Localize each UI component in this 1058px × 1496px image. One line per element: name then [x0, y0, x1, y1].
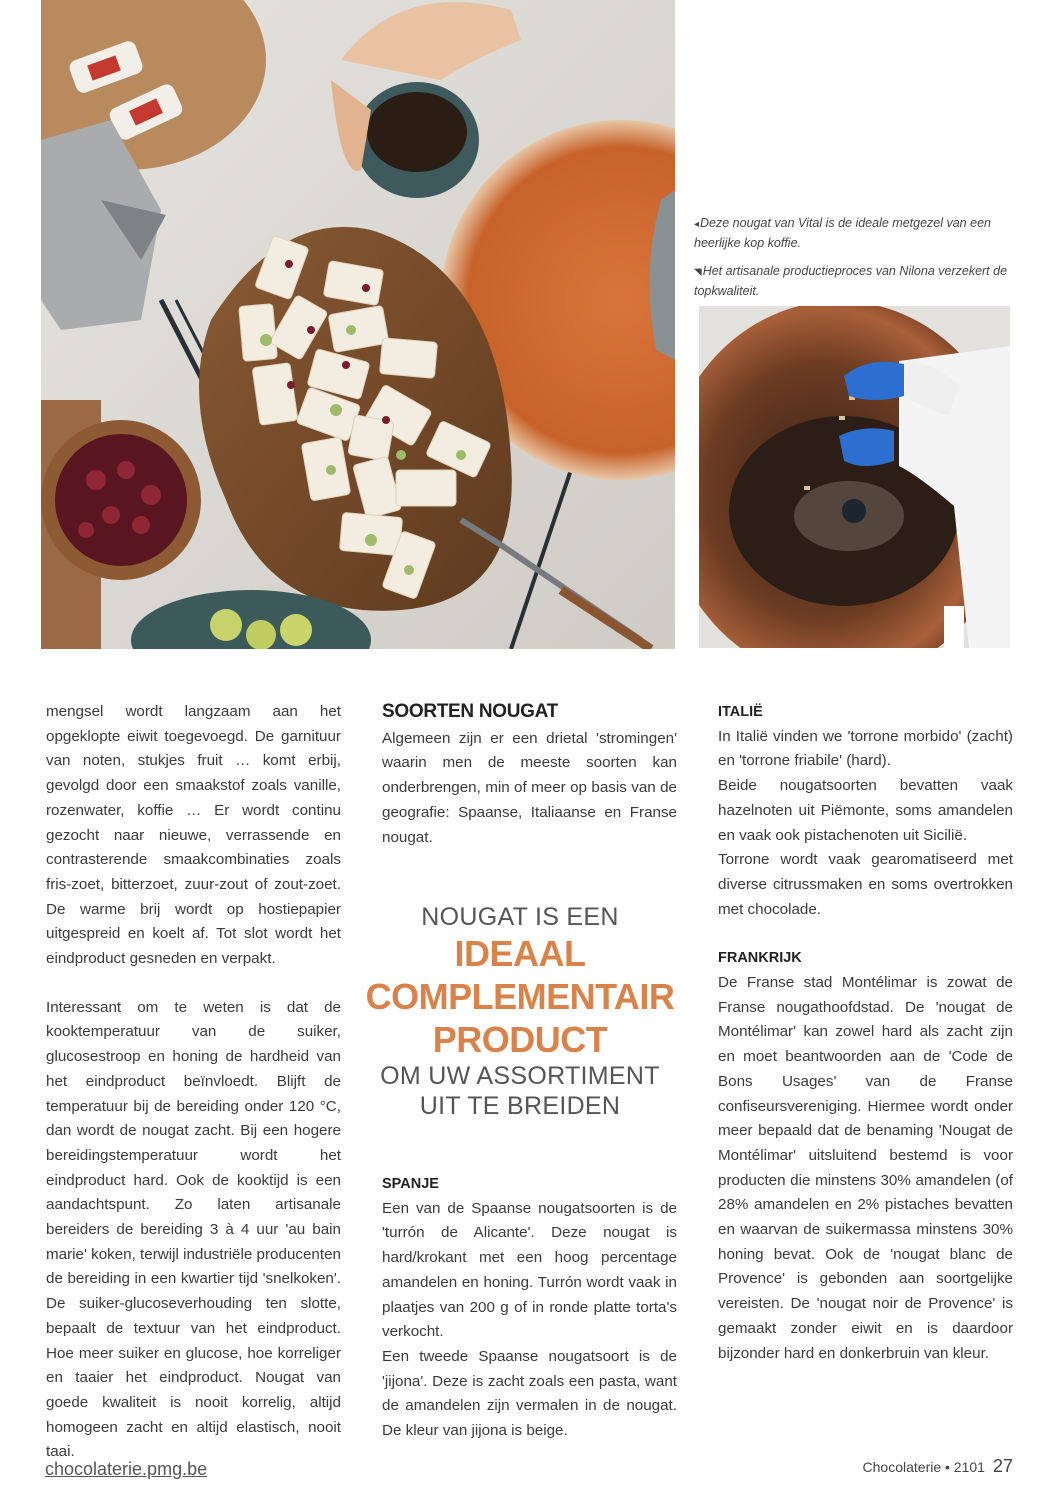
footer-publication	[863, 1456, 1013, 1477]
quote-highlight: PRODUCT	[432, 1019, 608, 1060]
publication-issue: Chocolaterie • 2101	[862, 1459, 985, 1475]
column-2-spanje	[382, 1172, 677, 1444]
paragraph: In Italië vinden we 'torrone morbido' (zacht) en 'torrone friabile' (hard).	[718, 727, 1013, 770]
photo-copper-kettle	[699, 306, 1010, 648]
quote-line: UIT TE BREIDEN	[419, 1092, 621, 1120]
footer-website-link[interactable]: chocolaterie.pmg.be	[45, 1459, 208, 1479]
paragraph: Algemeen zijn er een drietal 'stromingen' waarin men de meeste soorten kan onderbrengen, min of meer op basis van de geografie: Spaanse, Italiaanse en Franse nougat.	[382, 729, 677, 846]
paragraph: Een tweede Spaanse nougatsoort is de 'jijona'. Deze is zacht zoals een pasta, want de amandelen zijn vermalen in de nougat. De kleur van jijona is beige.	[382, 1347, 677, 1440]
column-2	[382, 700, 677, 850]
paragraph: mengsel wordt langzaam aan het opgeklopte eiwit toegevoegd. De garnituur van noten, stukjes fruit … komt erbij, gevolgd door een smaakstof zoals vanille, rozenwater, koffie … Er wordt continu gezocht naar nieuwe, verrassende en contrasterende smaakcombinaties zoals fris-zoet, bitterzoet, zuur-zout of zout-zoet. De warme brij wordt op hostiepapier uitgespreid en koelt af. Tot slot wordt het eindproduct gesneden en verpakt.	[46, 703, 341, 968]
pull-quote	[360, 902, 680, 1121]
column-1	[46, 700, 341, 1465]
subheading-spanje: SPANJE	[382, 1176, 439, 1192]
paragraph: Torrone wordt vaak gearomatiseerd met diverse citrussmaken en soms overtrokken met chocolade.	[718, 851, 1013, 918]
arrow-left-icon: ◂	[694, 219, 700, 230]
section-heading: SOORTEN NOUGAT	[382, 701, 558, 722]
caption-coffee: ◂Deze nougat van Vital is de ideale metgezel van een heerlijke kop koffie.	[694, 216, 991, 250]
paragraph: Interessant om te weten is dat de kooktemperatuur van de suiker, glucosestroop en honing de hardheid van het eindproduct beïnvloedt. Blijft de temperatuur bij de bereiding onder 120 °C, dan wordt de nougat zacht. Bij een hogere bereidingstemperatuur wordt het eindproduct hard. Ook de kooktijd is een aandachtspunt. Zo laten artisanale bereiders de bereiding 3 à 4 uur 'au bain marie' koken, terwijl industriële producenten de bereiding in een kwartier tijd 'snelkoken'. De suiker-glucoseverhouding ten slotte, bepaalt de textuur van het eindproduct. Hoe meer suiker en glucose, hoe korreliger en taaier het eindproduct. Nougat van goede kwaliteit is nooit korrelig, altijd homogeen zacht en altijd elastisch, nooit taai.	[46, 998, 341, 1461]
caption-production: ◥Het artisanale productieproces van Nilona verzekert de topkwaliteit.	[694, 264, 1008, 298]
column-3	[718, 700, 1013, 1366]
paragraph: De Franse stad Montélimar is zowat de Franse nougathoofdstad. De 'nougat de Montélimar' kan zowel hard als zacht zijn en moet beantwoorden aan de 'Code de Bons Usages' van de Franse confiseursvereniging. Hiermee wordt onder meer bepaald dat de benaming 'Nougat de Montélimar' uitsluitend bestemd is voor producten die minstens 30% amandelen (of 28% amandelen en 2% pistaches bevatten en waarvan de suikermassa minstens 30% honing bevat. Ook de 'nougat blanc de Provence' is gebonden aan soortgelijke vereisten. De 'nougat noir de Provence' is gemaakt zonder eiwit en is daardoor bijzonder hard en donkerbruin van kleur.	[718, 974, 1013, 1362]
paragraph: Beide nougatsoorten bevatten vaak hazelnoten uit Piëmonte, soms amandelen en vaak ook pistachenoten uit Sicilië.	[718, 777, 1013, 844]
quote-line: OM UW ASSORTIMENT	[380, 1062, 660, 1090]
arrow-down-right-icon: ◥	[694, 267, 702, 278]
paragraph: Een van de Spaanse nougatsoorten is de 'turrón de Alicante'. Deze nougat is hard/krokant met een hoog percentage amandelen en honing. Turrón wordt vaak in plaatjes van 200 g of in ronde platte torta's verkocht.	[382, 1199, 677, 1341]
photo-nougat-coffee	[41, 0, 675, 649]
subheading-italie: ITALIË	[718, 704, 763, 720]
subheading-frankrijk: FRANKRIJK	[718, 950, 802, 967]
quote-line: NOUGAT IS EEN	[421, 903, 619, 931]
quote-highlight: IDEAAL	[454, 933, 586, 974]
photo-captions	[694, 214, 1024, 310]
quote-highlight: COMPLEMENTAIR	[365, 976, 675, 1017]
page-number: 27	[992, 1456, 1013, 1476]
